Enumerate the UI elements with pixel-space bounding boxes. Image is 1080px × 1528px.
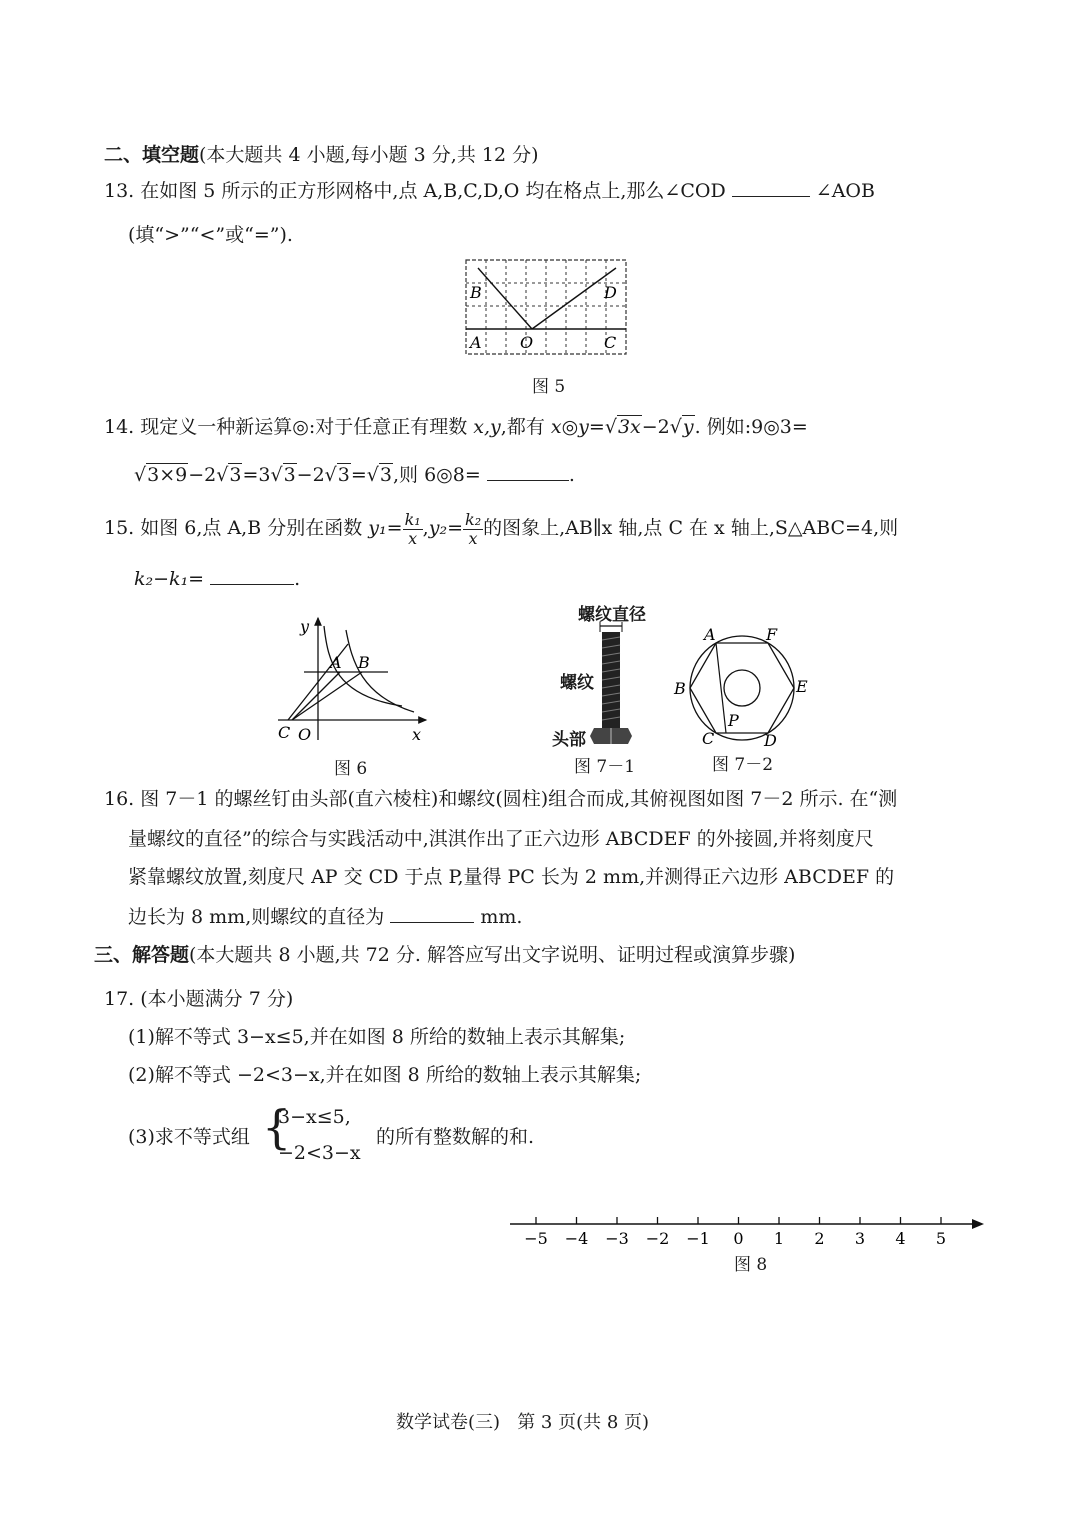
figure-6-graph <box>270 612 430 746</box>
q17-part-1: (1)解不等式 3−x≤5,并在如图 8 所给的数轴上表示其解集; <box>128 1026 626 1048</box>
fig7-head-label: 头部 <box>552 730 586 750</box>
q14-vars: x,y <box>473 416 501 438</box>
section-3-heading <box>94 942 795 968</box>
q14-text-e: ,则 6◎8= <box>393 464 481 486</box>
q14-sqrt-y: y <box>682 416 694 438</box>
figure-8-caption: 图 8 <box>734 1255 768 1275</box>
q13-text: 13. 在如图 5 所示的正方形网格中,点 A,B,C,D,O 均在格点上,那么∠COD <box>104 180 726 202</box>
figure-7-1-screw <box>590 620 634 750</box>
q15-answer-blank[interactable] <box>210 566 294 585</box>
q14-text-c: −2 <box>296 464 325 486</box>
q15-frac-k2 <box>463 511 483 548</box>
fig6-label-o: O <box>298 725 312 744</box>
q15-prefix: 15. 如图 6,点 A,B 分别在函数 <box>104 517 363 539</box>
q15-line-2 <box>134 566 300 592</box>
figure-6-caption: 图 6 <box>334 759 368 779</box>
fig6-label-y: y <box>300 617 310 636</box>
fig5-label-a: A <box>470 333 482 352</box>
q14-example: . 例如:9◎3= <box>694 416 808 438</box>
q13-answer-blank[interactable] <box>732 178 810 197</box>
fig7-label-e: E <box>796 677 808 696</box>
figure-8-number-line <box>506 1210 986 1254</box>
q17-system-brace: { <box>262 1100 292 1154</box>
q14-mid: ,都有 <box>500 416 545 438</box>
q16-line-1: 16. 图 7－1 的螺丝钉由头部(直六棱柱)和螺纹(圆柱)组合而成,其俯视图如图 7－2 所示. 在“测 <box>104 788 898 810</box>
number-line-tick-label: −3 <box>605 1229 629 1248</box>
fig7-label-f: F <box>766 625 778 644</box>
q14-op: x◎y= <box>550 416 605 438</box>
number-line-tick-label: 3 <box>854 1229 866 1248</box>
q14-sqrt-3-d: 3 <box>379 464 392 486</box>
q15-mid: 的图象上,AB∥x 轴,点 C 在 x 轴上,S△ABC=4,则 <box>483 517 899 539</box>
fig7-label-c: C <box>702 729 715 748</box>
number-line-tick-label: −2 <box>645 1229 670 1248</box>
q14-answer-blank[interactable] <box>487 462 569 481</box>
figure-7-1-caption: 图 7－1 <box>574 757 636 777</box>
figure-5-grid <box>460 256 632 358</box>
fig7-label-a: A <box>704 625 716 644</box>
figure-7-2-caption: 图 7－2 <box>712 755 774 775</box>
q14-end: . <box>568 464 575 486</box>
q17-part-3-prefix: (3)求不等式组 <box>128 1126 250 1148</box>
number-line-tick-label: 2 <box>814 1229 825 1248</box>
q14-line-2: √3×9−2√3=3√3−2√3=√3,则 6◎8= . <box>134 464 575 486</box>
q15-sep: , <box>422 517 429 539</box>
q13-line-2: (填“>”“<”或“=”). <box>128 224 293 246</box>
number-line-tick-label: 0 <box>733 1229 744 1248</box>
q15-y1: y₁= <box>368 517 403 539</box>
number-line-tick-label: 5 <box>935 1229 947 1248</box>
q17-system-line-1: 3−x≤5, <box>278 1106 351 1128</box>
figure-5-caption: 图 5 <box>532 377 566 397</box>
q17-part-2: (2)解不等式 −2<3−x,并在如图 8 所给的数轴上表示其解集; <box>128 1064 642 1086</box>
q15-line-1 <box>104 508 898 548</box>
q15-k1: k₁ <box>404 509 421 529</box>
q14-sqrt-3-a: 3 <box>229 464 242 486</box>
fig5-label-c: C <box>604 333 617 352</box>
figure-7-2-hexagon <box>670 620 820 752</box>
fig7-label-p: P <box>728 711 739 730</box>
fig5-label-o: O <box>520 333 534 352</box>
q15-x-den-1: x <box>408 528 418 548</box>
fig7-label-b: B <box>674 679 686 698</box>
section-2-title: 二、填空题 <box>104 144 200 166</box>
section-3-note: (本大题共 8 小题,共 72 分. 解答应写出文字说明、证明过程或演算步骤) <box>189 944 796 966</box>
fig5-label-b: B <box>470 283 482 302</box>
q16-line-2: 量螺纹的直径”的综合与实践活动中,淇淇作出了正六边形 ABCDEF 的外接圆,并将刻度尺 <box>128 828 874 850</box>
q13-line-1 <box>104 178 875 204</box>
fig6-label-b: B <box>358 653 370 672</box>
q15-k-diff: k₂−k₁= <box>134 568 205 590</box>
q14-text-b: =3 <box>242 464 271 486</box>
fig7-thread-label: 螺纹 <box>560 673 594 693</box>
q14-minus: −2 <box>641 416 670 438</box>
fig6-label-x: x <box>412 725 422 744</box>
q14-sqrt-3-b: 3 <box>283 464 296 486</box>
q15-end: . <box>294 568 301 590</box>
page-footer: 数学试卷(三) 第 3 页(共 8 页) <box>396 1412 650 1433</box>
number-line-tick-label: −5 <box>524 1229 548 1248</box>
q16-unit: mm. <box>480 906 523 928</box>
number-line-tick-label: 4 <box>895 1229 906 1248</box>
section-2-heading <box>104 142 539 168</box>
q17-system-line-2: −2<3−x <box>278 1142 361 1164</box>
q14-sqrt-3x9: 3×9 <box>147 464 188 486</box>
number-line-tick-label: −1 <box>686 1229 710 1248</box>
q14-line-1: 14. 现定义一种新运算◎:对于任意正有理数 x,y,都有 x◎y=√3x−2√y. 例如:9◎3= <box>104 416 808 438</box>
number-line-tick-label: 1 <box>773 1229 785 1248</box>
q13-angle-aob: ∠AOB <box>815 180 875 202</box>
fig6-label-a: A <box>330 653 342 672</box>
q17-title: 17. (本小题满分 7 分) <box>104 988 294 1010</box>
fig6-label-c: C <box>278 723 291 742</box>
q14-sqrt-3-c: 3 <box>337 464 350 486</box>
q14-sqrt-3x: 3x <box>617 416 641 438</box>
q15-k2: k₂ <box>465 509 482 529</box>
q17-part-3-suffix: 的所有整数解的和. <box>376 1126 535 1148</box>
q16-line-4 <box>128 904 522 930</box>
q16-line-3: 紧靠螺纹放置,刻度尺 AP 交 CD 于点 P,量得 PC 长为 2 mm,并测得正六边形 ABCDEF 的 <box>128 866 895 888</box>
q15-x-den-2: x <box>468 528 478 548</box>
q16-answer-blank[interactable] <box>390 904 474 923</box>
q14-text-a: −2 <box>188 464 217 486</box>
q16-text-a: 边长为 8 mm,则螺纹的直径为 <box>128 906 385 928</box>
q15-y2: y₂= <box>428 517 463 539</box>
q14-text-d: = <box>350 464 367 486</box>
section-2-note: (本大题共 4 小题,每小题 3 分,共 12 分) <box>199 144 539 166</box>
q14-prefix: 14. 现定义一种新运算◎:对于任意正有理数 <box>104 416 468 438</box>
q15-frac-k1 <box>403 511 423 548</box>
fig5-label-d: D <box>604 283 617 302</box>
number-line-tick-label: −4 <box>564 1229 589 1248</box>
section-3-title: 三、解答题 <box>94 944 190 966</box>
fig7-label-d: D <box>764 731 777 750</box>
fig7-thread-diameter-label: 螺纹直径 <box>578 605 646 625</box>
